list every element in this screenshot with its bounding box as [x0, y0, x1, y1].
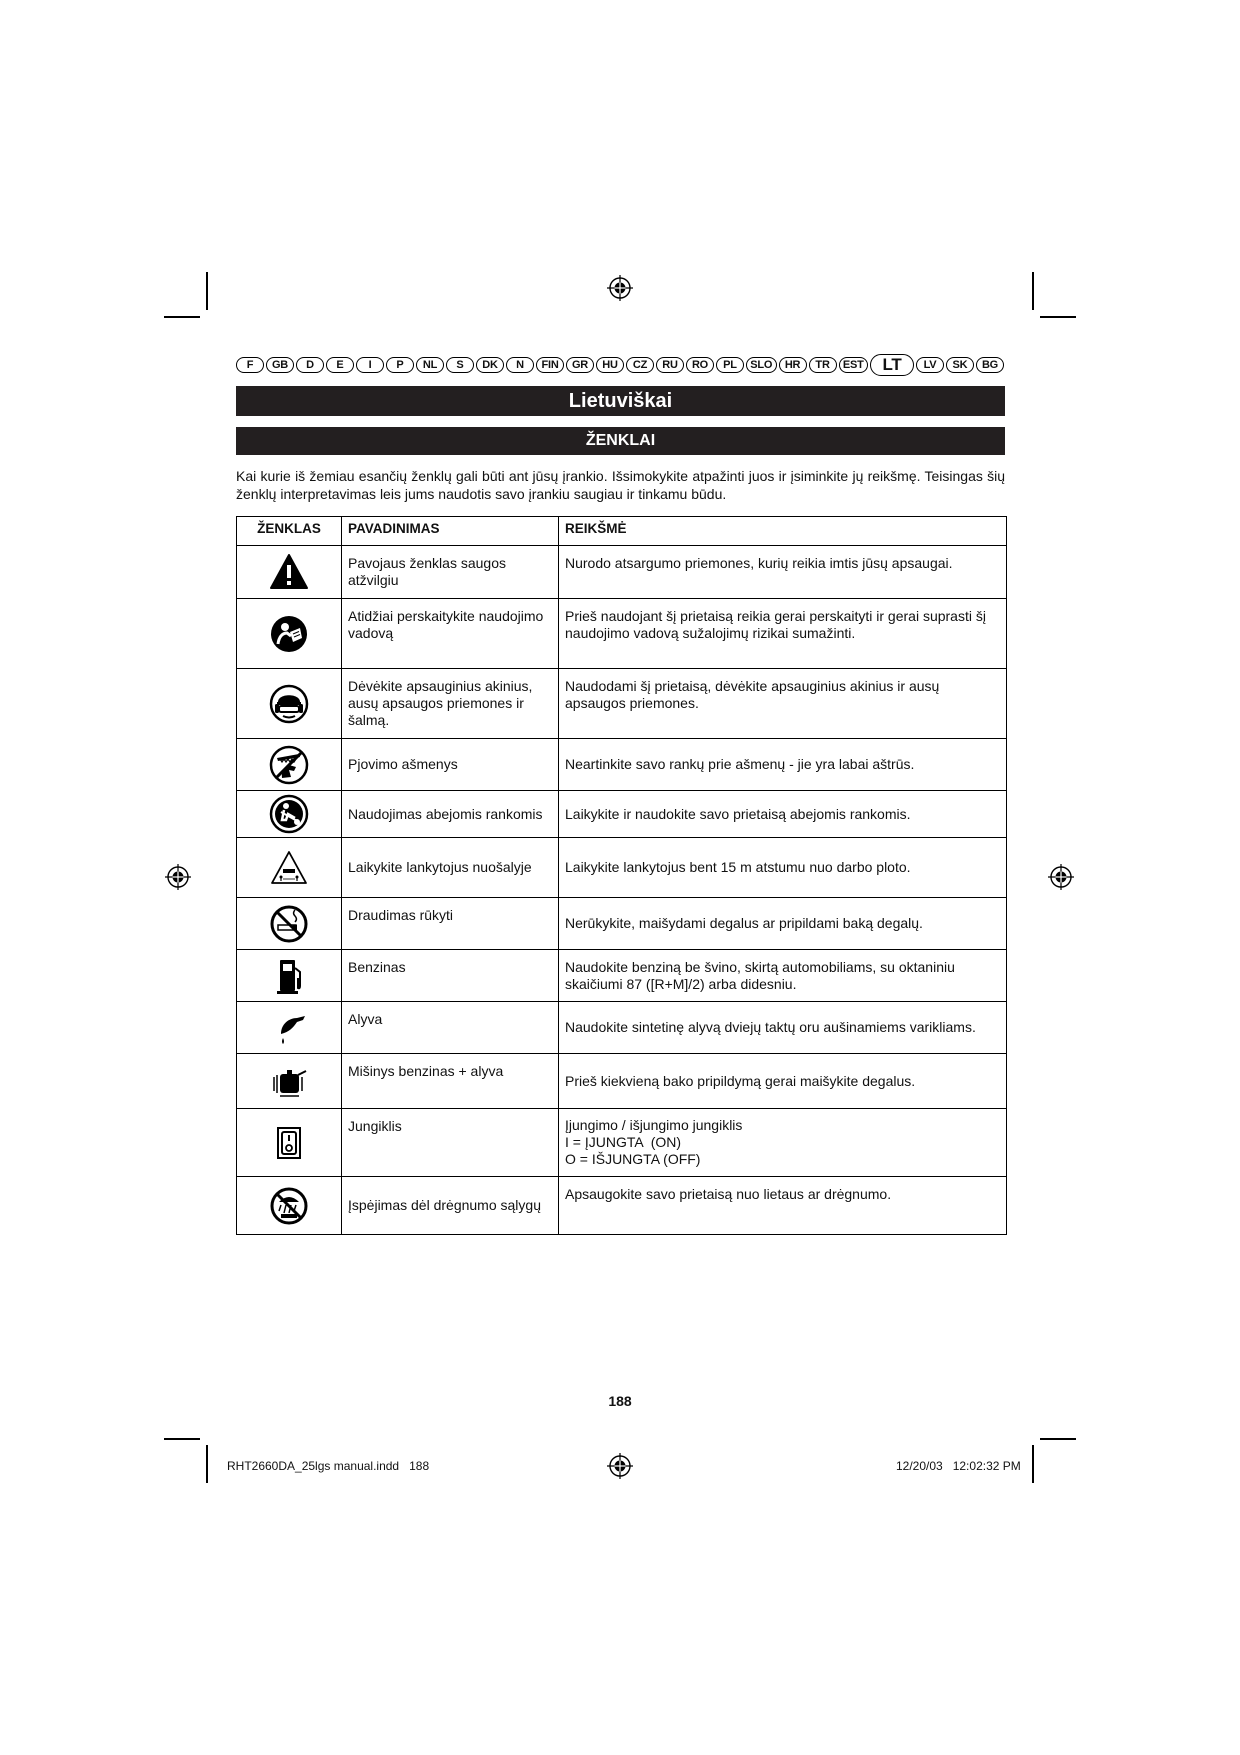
- meaning-cell: [559, 1109, 1007, 1177]
- read-manual-icon: [269, 624, 309, 640]
- cutting-blades-icon: [269, 755, 309, 771]
- crop-mark: [164, 316, 200, 318]
- language-tab-gb: GB: [266, 357, 294, 373]
- crop-mark: [1032, 272, 1034, 310]
- symbols-table: [236, 516, 1007, 1235]
- table-row: [237, 739, 1007, 791]
- registration-mark-icon: [1048, 864, 1074, 890]
- language-tab-hu: HU: [596, 357, 624, 373]
- table-row: [237, 669, 1007, 739]
- table-row: [237, 838, 1007, 898]
- meaning-line: I = ĮJUNGTA (ON): [565, 1134, 682, 1150]
- warning-triangle-icon: [269, 563, 309, 579]
- language-tab-p: P: [386, 357, 414, 373]
- symbol-cell: [237, 791, 342, 838]
- fuel-mix-icon: [269, 1072, 309, 1088]
- symbol-cell: [237, 1177, 342, 1235]
- crop-mark: [206, 272, 208, 310]
- table-row: [237, 1177, 1007, 1235]
- name-cell: Pjovimo ašmenys: [342, 739, 559, 791]
- page-number: 188: [608, 1393, 632, 1409]
- table-row: [237, 599, 1007, 669]
- language-tab-s: S: [446, 357, 474, 373]
- language-selector-bar: [236, 354, 1006, 376]
- language-tab-e: E: [326, 357, 354, 373]
- table-row: [237, 791, 1007, 838]
- column-header: REIKŠMĖ: [559, 517, 1007, 546]
- meaning-cell: Nerūkykite, maišydami degalus ar pripildami baką degalų.: [559, 898, 1007, 950]
- meaning-cell: Prieš kiekvieną bako pripildymą gerai maišykite degalus.: [559, 1054, 1007, 1109]
- crop-mark: [164, 1438, 200, 1440]
- meaning-cell: Naudodami šį prietaisą, dėvėkite apsauginius akinius ir ausų apsaugos priemones.: [559, 669, 1007, 739]
- language-tab-sk: SK: [946, 357, 974, 373]
- no-smoking-icon: [269, 914, 309, 930]
- on-off-switch-icon: [269, 1133, 309, 1149]
- page-title: Lietuviškai: [236, 386, 1005, 416]
- name-cell: Dėvėkite apsauginius akinius, ausų apsaugos priemones ir šalmą.: [342, 669, 559, 739]
- meaning-cell: Nurodo atsargumo priemones, kurių reikia imtis jūsų apsaugai.: [559, 546, 1007, 599]
- language-tab-d: D: [296, 357, 324, 373]
- symbol-cell: [237, 546, 342, 599]
- name-cell: Mišinys benzinas + alyva: [342, 1054, 559, 1109]
- table-row: [237, 1109, 1007, 1177]
- symbol-cell: [237, 599, 342, 669]
- crop-mark: [1032, 1445, 1034, 1483]
- meaning-line: Įjungimo / išjungimo jungiklis: [565, 1117, 743, 1133]
- meaning-cell: Naudokite benziną be švino, skirtą automobiliams, su oktaniniu skaičiumi 87 ([R+M]/2) arba didesniu.: [559, 950, 1007, 1002]
- language-tab-bg: BG: [976, 357, 1004, 373]
- table-row: [237, 546, 1007, 599]
- meaning-cell: Laikykite lankytojus bent 15 m atstumu nuo darbo ploto.: [559, 838, 1007, 898]
- symbol-cell: [237, 669, 342, 739]
- language-tab-ro: RO: [686, 357, 714, 373]
- symbol-cell: [237, 1054, 342, 1109]
- protective-gear-icon: [269, 694, 309, 710]
- language-tab-i: I: [356, 357, 384, 373]
- footer-file-name: RHT2660DA_25lgs manual.indd 188: [227, 1459, 430, 1473]
- language-tab-slo: SLO: [746, 357, 777, 373]
- footer-timestamp: 12/20/03 12:02:32 PM: [896, 1459, 1021, 1473]
- oil-can-icon: [269, 1018, 309, 1034]
- language-tab-lv: LV: [916, 357, 944, 373]
- two-hands-icon: [269, 805, 309, 821]
- language-tab-tr: TR: [809, 357, 837, 373]
- symbol-cell: [237, 838, 342, 898]
- language-tab-fin: FIN: [536, 357, 564, 373]
- language-tab-f: F: [236, 357, 264, 373]
- symbol-cell: [237, 1109, 342, 1177]
- no-wet-conditions-icon: [269, 1196, 309, 1212]
- name-cell: Draudimas rūkyti: [342, 898, 559, 950]
- meaning-cell: Laikykite ir naudokite savo prietaisą abejomis rankomis.: [559, 791, 1007, 838]
- registration-mark-icon: [607, 1453, 633, 1479]
- crop-mark: [206, 1445, 208, 1483]
- fuel-pump-icon: [269, 966, 309, 982]
- language-tab-hr: HR: [779, 357, 807, 373]
- table-header-row: [237, 517, 1007, 546]
- crop-mark: [1040, 1438, 1076, 1440]
- registration-mark-icon: [165, 864, 191, 890]
- meaning-cell: Prieš naudojant šį prietaisą reikia gerai perskaityti ir gerai suprasti šį naudojimo vadovą sužalojimų rizikai sumažinti.: [559, 599, 1007, 669]
- name-cell: Naudojimas abejomis rankomis: [342, 791, 559, 838]
- table-row: [237, 898, 1007, 950]
- symbol-cell: [237, 898, 342, 950]
- registration-mark-icon: [607, 275, 633, 301]
- language-tab-n: N: [506, 357, 534, 373]
- language-tab-pl: PL: [716, 357, 744, 373]
- language-tab-nl: NL: [416, 357, 444, 373]
- name-cell: Benzinas: [342, 950, 559, 1002]
- symbol-cell: [237, 739, 342, 791]
- meaning-cell: Neartinkite savo rankų prie ašmenų - jie yra labai aštrūs.: [559, 739, 1007, 791]
- crop-mark: [1040, 316, 1076, 318]
- name-cell: Jungiklis: [342, 1109, 559, 1177]
- meaning-cell: Naudokite sintetinę alyvą dviejų taktų oru aušinamiems varikliams.: [559, 1002, 1007, 1054]
- meaning-cell: Apsaugokite savo prietaisą nuo lietaus ar drėgnumo.: [559, 1177, 1007, 1235]
- language-tab-ru: RU: [656, 357, 684, 373]
- table-row: [237, 950, 1007, 1002]
- language-tab-lt: LT: [870, 354, 914, 376]
- meaning-line: O = IŠJUNGTA (OFF): [565, 1151, 701, 1167]
- table-row: [237, 1054, 1007, 1109]
- language-tab-cz: CZ: [626, 357, 654, 373]
- language-tab-dk: DK: [476, 357, 504, 373]
- name-cell: Pavojaus ženklas saugos atžvilgiu: [342, 546, 559, 599]
- symbol-cell: [237, 950, 342, 1002]
- table-row: [237, 1002, 1007, 1054]
- intro-paragraph: Kai kurie iš žemiau esančių ženklų gali būti ant jūsų įrankio. Išsimokykite atpažinti juos ir įsiminkite jų reikšmę. Teisingas šių ženklų interpretavimas leis jums naudotis savo įrankiu saugiau ir tinkamu būdu.: [236, 468, 1005, 502]
- name-cell: Atidžiai perskaitykite naudojimo vadovą: [342, 599, 559, 669]
- column-header: ŽENKLAS: [237, 517, 342, 546]
- section-heading: ŽENKLAI: [236, 427, 1005, 455]
- language-tab-gr: GR: [566, 357, 594, 373]
- name-cell: Laikykite lankytojus nuošalyje: [342, 838, 559, 898]
- language-tab-est: EST: [839, 357, 868, 373]
- name-cell: Alyva: [342, 1002, 559, 1054]
- column-header: PAVADINIMAS: [342, 517, 559, 546]
- keep-bystanders-away-icon: [269, 858, 309, 874]
- symbol-cell: [237, 1002, 342, 1054]
- name-cell: Įspėjimas dėl drėgnumo sąlygų: [342, 1177, 559, 1235]
